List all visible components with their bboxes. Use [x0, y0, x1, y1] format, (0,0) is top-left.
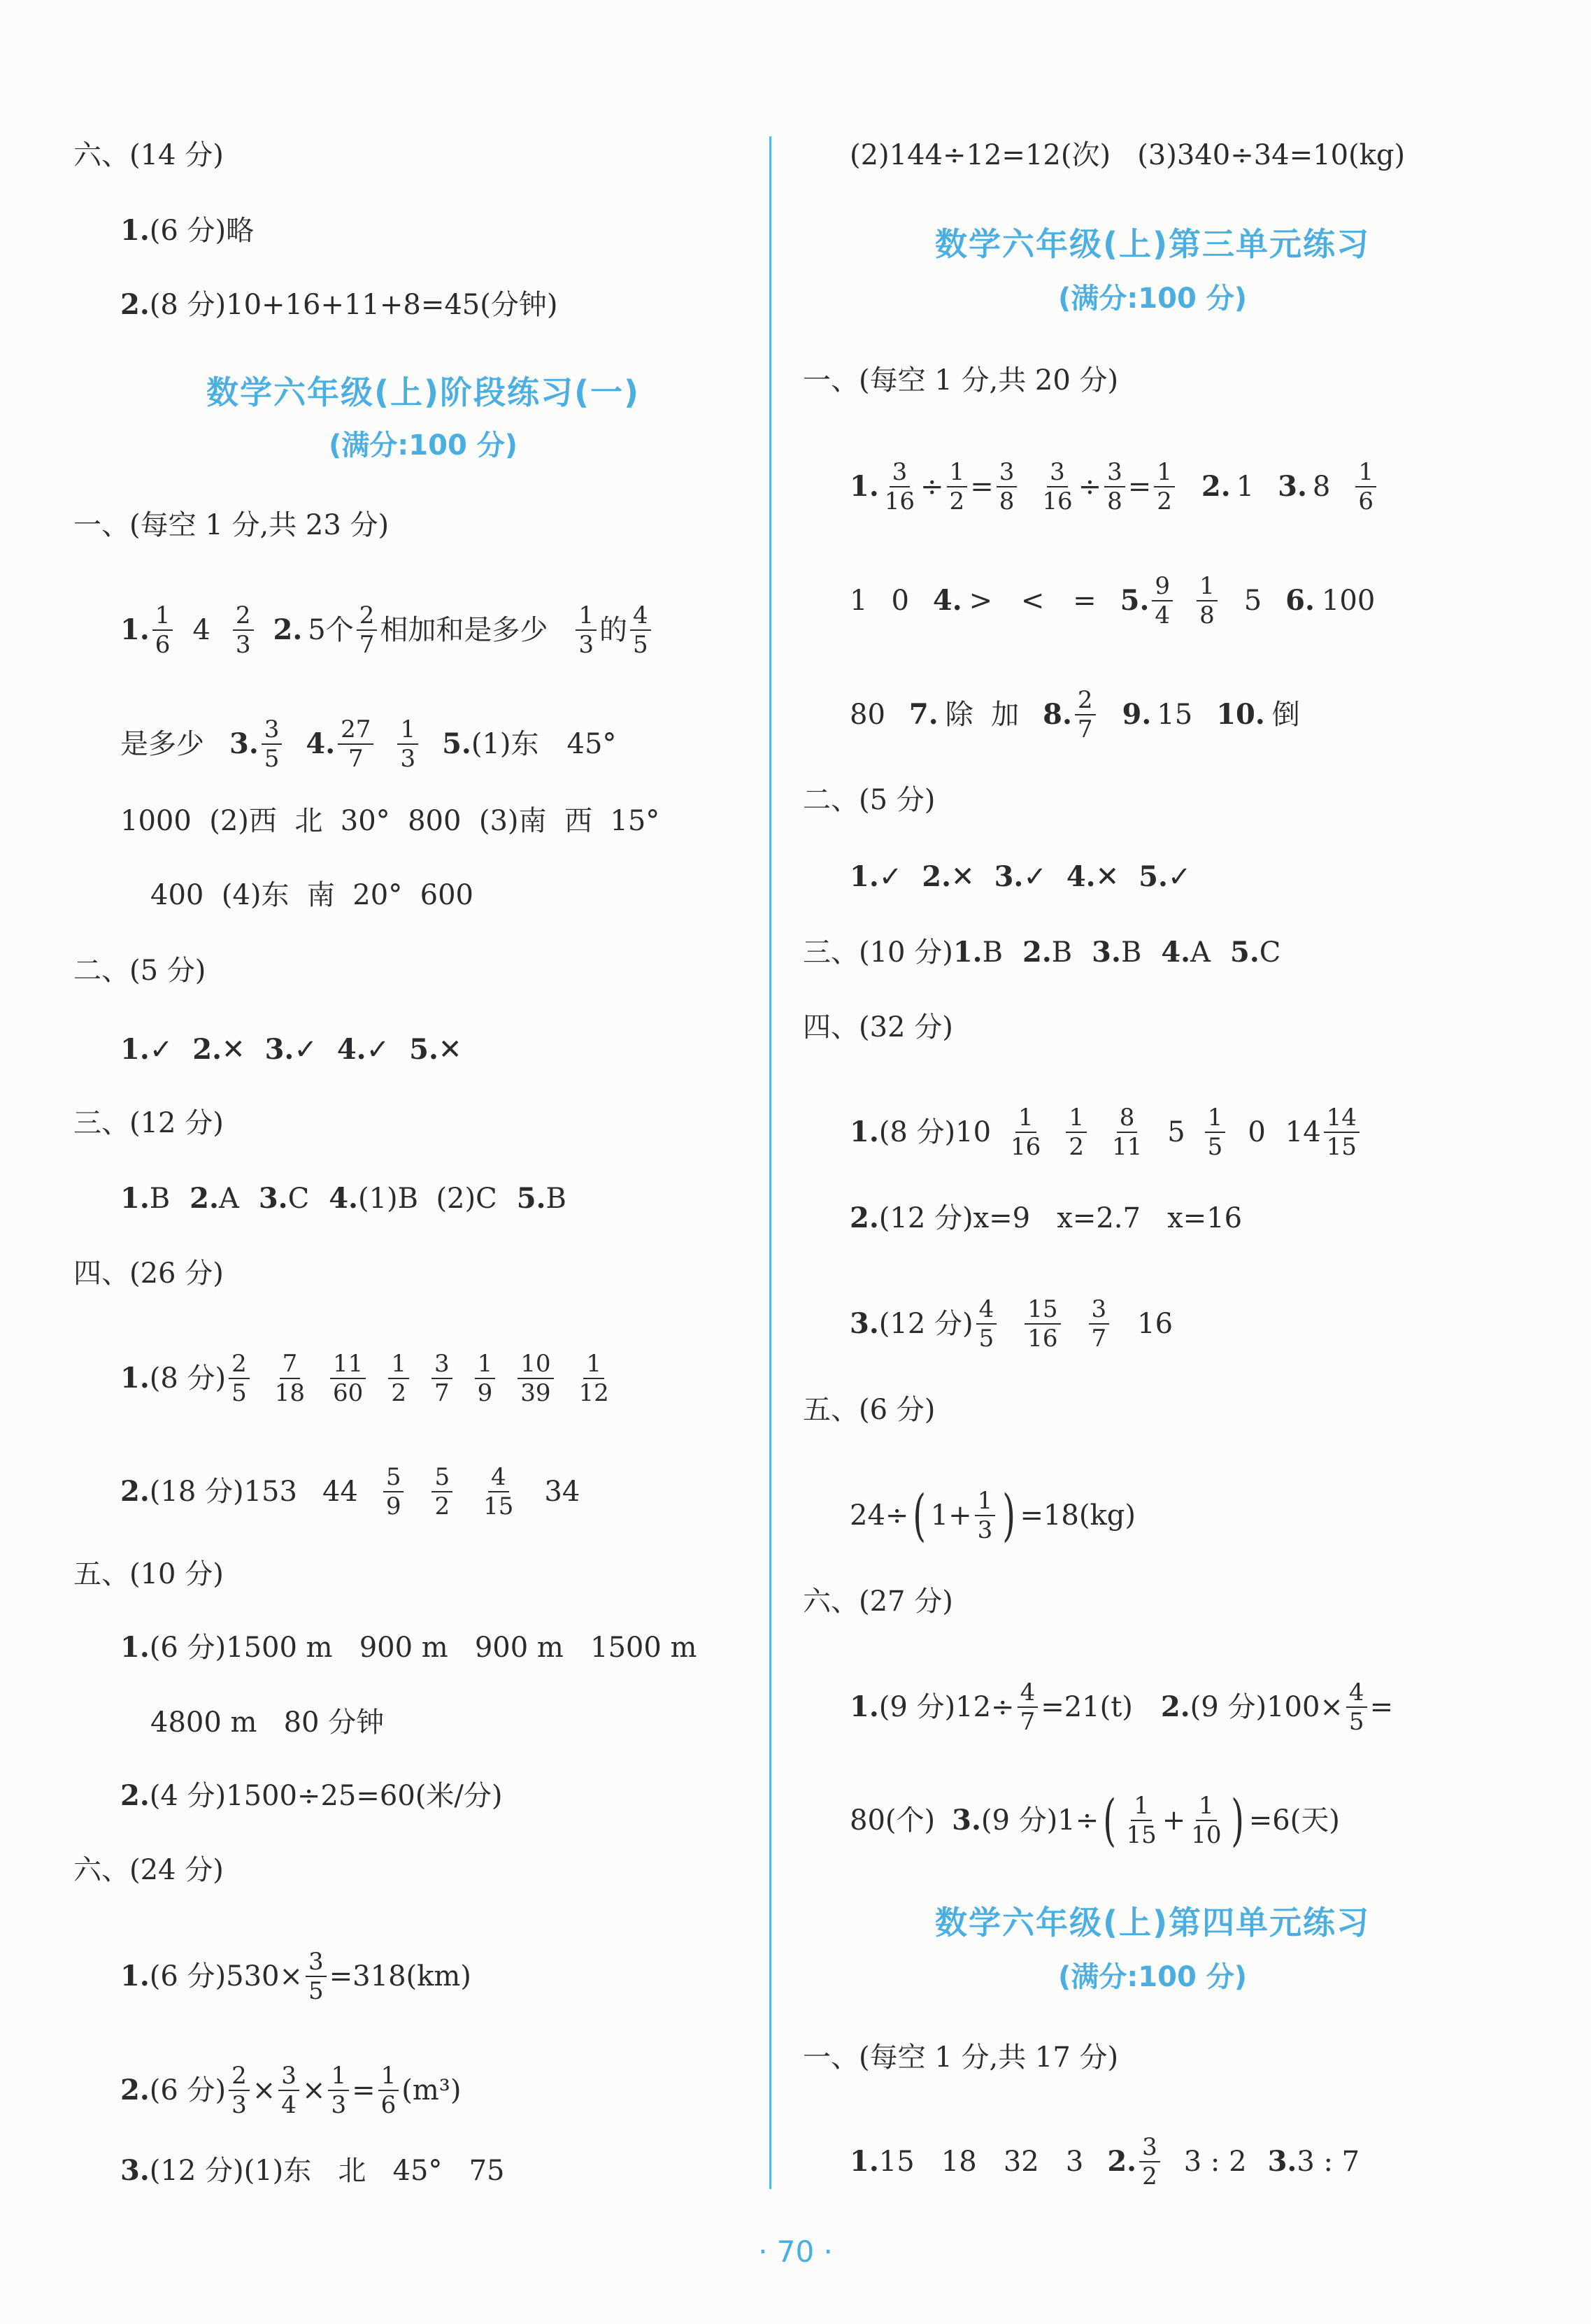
answer-line: 1. (8 分)10 $\frac{1}{16}$ $\frac{1}{2}$ $\frac{8}{11}$ 5 $\frac{1}{5}$ 0 14 $\frac{14}{15}$ [850, 1104, 1362, 1161]
answer-line: 4800 m 80 分钟 [150, 1706, 385, 1739]
fraction: $\frac{2}{5}$ [229, 1350, 250, 1407]
section-title: 数学六年级(上)第四单元练习 [934, 1904, 1371, 1941]
fraction: $\frac{3}{16}$ [884, 458, 915, 515]
answer-line: 1. (8 分) $\frac{2}{5}$ $\frac{7}{18}$ $\frac{11}{60}$ $\frac{1}{2}$ $\frac{3}{7}$ $\frac{1}{9}$ $\frac{10}{39}$ $\frac{1}{12}$ [120, 1350, 615, 1407]
fraction: $\frac{3}{5}$ [306, 1948, 327, 2005]
section-heading: 六、(27 分) [803, 1585, 953, 1618]
answer-line: 1. 15 18 32 3 2. $\frac{3}{2}$ 3 : 2 3. 3 : 7 [850, 2133, 1360, 2190]
answer-line: 1. $\frac{1}{6}$ 4 $\frac{2}{3}$ 2. 5 个 $\frac{2}{7}$ 相加和是多少 $\frac{1}{3}$ 的 $\frac{4}{5}$ [120, 601, 654, 659]
fraction: $\frac{4}{15}$ [483, 1463, 514, 1520]
fraction: $\frac{3}{8}$ [1104, 458, 1125, 515]
answer-line: 1. (6 分)1500 m 900 m 900 m 1500 m [120, 1631, 697, 1664]
fraction: $\frac{8}{11}$ [1111, 1104, 1143, 1161]
fraction: $\frac{1}{2}$ [1154, 458, 1175, 515]
page-number: · 70 · [758, 2234, 833, 2269]
fraction: $\frac{1}{9}$ [475, 1350, 496, 1407]
fraction: $\frac{10}{39}$ [518, 1350, 553, 1407]
section-subtitle: (满分:100 分) [329, 429, 518, 462]
fraction: $\frac{11}{60}$ [330, 1350, 366, 1407]
answer-line: 1. (6 分)530× $\frac{3}{5}$ =318(km) [120, 1948, 471, 2005]
fraction: $\frac{1}{2}$ [1066, 1104, 1087, 1161]
fraction: $\frac{2}{7}$ [1075, 686, 1096, 743]
answer-line: 80 7. 除 加 8. $\frac{2}{7}$ 9. 15 10. 倒 [850, 686, 1300, 743]
section-heading: 六、(24 分) [73, 1854, 224, 1886]
section-heading: 三、(12 分) [73, 1107, 224, 1139]
fraction: $\frac{1}{2}$ [947, 458, 968, 515]
answer-line: 1. B 2. A 3. C 4. (1)B (2)C 5. B [120, 1182, 566, 1215]
fraction: $\frac{1}{15}$ [1126, 1792, 1157, 1849]
section-heading: 五、(10 分) [73, 1558, 224, 1590]
fraction: $\frac{2}{7}$ [357, 601, 378, 659]
fraction: $\frac{1}{8}$ [1197, 572, 1218, 629]
fraction: $\frac{1}{3}$ [397, 715, 418, 773]
fraction: $\frac{4}{5}$ [976, 1295, 997, 1353]
fraction: $\frac{3}{5}$ [262, 715, 283, 773]
answer-line: 1. ✓ 2. ✕ 3. ✓ 4. ✓ 5. ✕ [120, 1033, 462, 1066]
answer-line: 400 (4)东 南 20° 600 [150, 879, 473, 911]
section-heading: 六、(14 分) [73, 139, 224, 171]
fraction: $\frac{3}{7}$ [1089, 1295, 1110, 1353]
fraction: $\frac{1}{6}$ [378, 2062, 399, 2119]
section-heading: 二、(5 分) [73, 955, 206, 987]
fraction: $\frac{15}{16}$ [1025, 1295, 1060, 1353]
fraction: $\frac{1}{10}$ [1191, 1792, 1222, 1849]
section-heading: 四、(26 分) [73, 1257, 224, 1290]
answer-line: 2. (18 分)153 44 $\frac{5}{9}$ $\frac{5}{2}$ $\frac{4}{15}$ 34 [120, 1463, 580, 1520]
answer-line: 80(个) 3. (9 分)1÷ ( $\frac{1}{15}$ + $\frac{1}{10}$ ) =6(天) [850, 1788, 1340, 1853]
fraction: $\frac{14}{15}$ [1324, 1104, 1360, 1161]
section-title: 数学六年级(上)阶段练习(一) [206, 373, 641, 411]
fraction: $\frac{5}{9}$ [383, 1463, 404, 1520]
answer-line: 3. (12 分) $\frac{4}{5}$ $\frac{15}{16}$ $\frac{3}{7}$ 16 [850, 1295, 1173, 1353]
fraction: $\frac{7}{18}$ [274, 1350, 306, 1407]
section-subtitle: (满分:100 分) [1058, 283, 1247, 315]
answer-line: 1 0 4. > < = 5. $\frac{9}{4}$ $\frac{1}{8}$ 5 6. 100 [850, 572, 1376, 629]
answer-line: 是多少 3. $\frac{3}{5}$ 4. $\frac{27}{7}$ $\frac{1}{3}$ 5. (1)东 45° [120, 715, 617, 773]
fraction: $\frac{3}{7}$ [431, 1350, 452, 1407]
section-heading: 二、(5 分) [803, 784, 936, 816]
answer-line: 1. (6 分)略 [120, 214, 255, 247]
fraction: $\frac{1}{6}$ [152, 601, 173, 659]
fraction: $\frac{1}{6}$ [1355, 458, 1376, 515]
fraction: $\frac{4}{5}$ [1346, 1678, 1367, 1736]
answer-line: 1. (9 分)12÷ $\frac{4}{7}$ =21(t) 2. (9 分)100× $\frac{4}{5}$ = [850, 1678, 1394, 1736]
fraction: $\frac{1}{3}$ [975, 1487, 996, 1544]
answer-line: 2. (8 分)10+16+11+8=45(分钟) [120, 288, 558, 321]
fraction: $\frac{1}{16}$ [1011, 1104, 1041, 1161]
section-heading: 五、(6 分) [803, 1394, 936, 1426]
fraction: $\frac{5}{2}$ [431, 1463, 452, 1520]
answer-line: 1. $\frac{3}{16}$ ÷ $\frac{1}{2}$ = $\frac{3}{8}$ $\frac{3}{16}$ ÷ $\frac{3}{8}$ = $\frac{1}{2}$ 2. 1 3. 8 $\frac{1}{6}$ [850, 458, 1379, 515]
fraction: $\frac{3}{16}$ [1042, 458, 1073, 515]
fraction: $\frac{9}{4}$ [1152, 572, 1173, 629]
answer-line: 24÷ ( 1+ $\frac{1}{3}$ ) =18(kg) [850, 1483, 1136, 1548]
answer-line: 1000 (2)西 北 30° 800 (3)南 西 15° [120, 805, 660, 837]
fraction: $\frac{4}{7}$ [1018, 1678, 1039, 1736]
answer-line: 2. (12 分)x=9 x=2.7 x=16 [850, 1202, 1243, 1234]
fraction: $\frac{3}{2}$ [1139, 2133, 1160, 2190]
answer-line: 2. (4 分)1500÷25=60(米/分) [120, 1779, 503, 1812]
fraction: $\frac{3}{8}$ [997, 458, 1018, 515]
fraction: $\frac{2}{3}$ [233, 601, 254, 659]
answer-line: 三、(10 分) 1. B 2. B 3. B 4. A 5. C [803, 936, 1281, 969]
fraction: $\frac{3}{4}$ [278, 2062, 299, 2119]
answer-line: 2. (6 分) $\frac{2}{3}$ × $\frac{3}{4}$ × $\frac{1}{3}$ = $\frac{1}{6}$ (m³) [120, 2062, 462, 2119]
fraction: $\frac{1}{3}$ [576, 601, 597, 659]
fraction: $\frac{1}{12}$ [578, 1350, 609, 1407]
section-subtitle: (满分:100 分) [1058, 1961, 1247, 1993]
fraction: $\frac{1}{5}$ [1205, 1104, 1226, 1161]
section-heading: 四、(32 分) [803, 1011, 953, 1043]
answer-line: (2)144÷12=12(次) (3)340÷34=10(kg) [850, 139, 1406, 171]
section-heading: 一、(每空 1 分,共 23 分) [73, 509, 390, 541]
answer-line: 1. ✓ 2. ✕ 3. ✓ 4. ✕ 5. ✓ [850, 860, 1192, 893]
fraction: $\frac{27}{7}$ [338, 715, 373, 773]
section-heading: 一、(每空 1 分,共 17 分) [803, 2041, 1119, 2074]
section-heading: 一、(每空 1 分,共 20 分) [803, 364, 1119, 397]
fraction: $\frac{1}{2}$ [388, 1350, 409, 1407]
section-title: 数学六年级(上)第三单元练习 [934, 225, 1371, 263]
fraction: $\frac{2}{3}$ [229, 2062, 250, 2119]
answer-line: 3. (12 分)(1)东 北 45° 75 [120, 2154, 505, 2187]
fraction: $\frac{4}{5}$ [630, 601, 651, 659]
fraction: $\frac{1}{3}$ [328, 2062, 349, 2119]
